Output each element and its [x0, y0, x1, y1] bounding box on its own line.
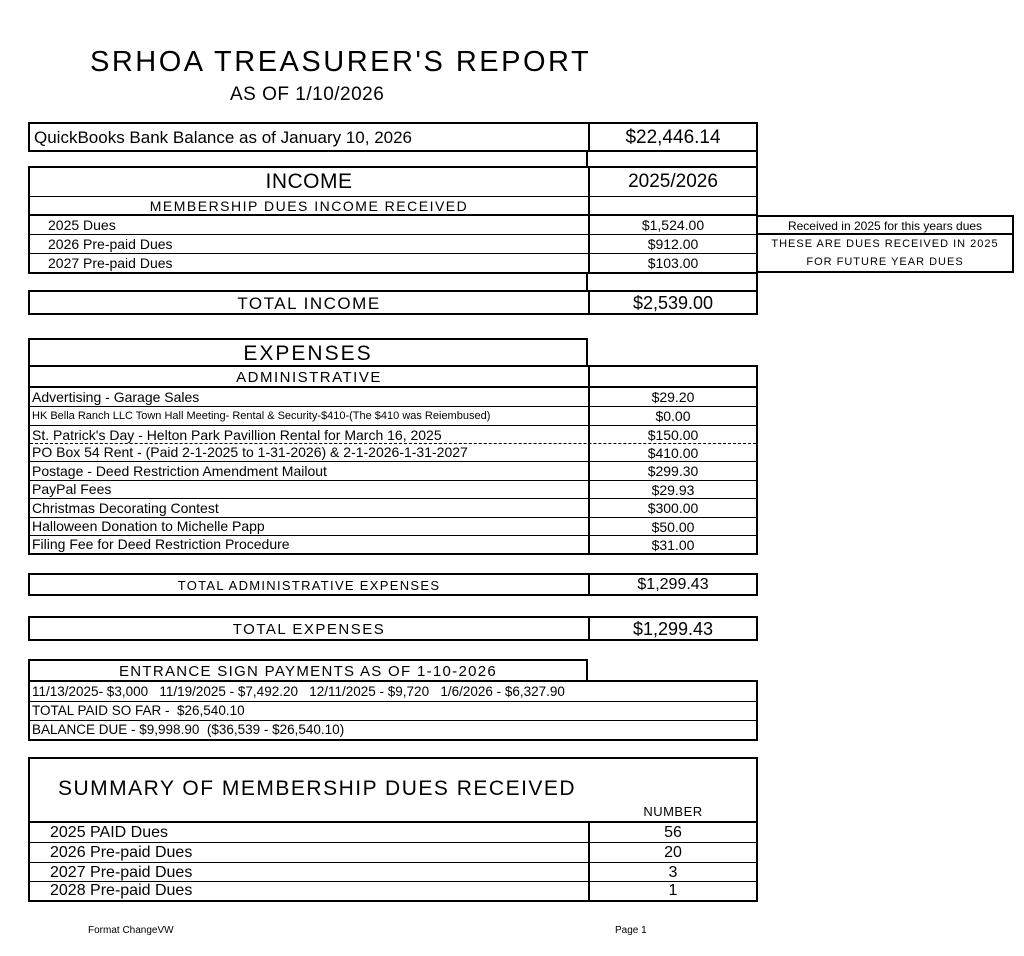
income-spacer [586, 272, 758, 292]
summary-heading: SUMMARY OF MEMBERSHIP DUES RECEIVED [58, 777, 577, 800]
entrance-heading: ENTRANCE SIGN PAYMENTS AS OF 1-10-2026 [118, 663, 498, 680]
entrance-line: BALANCE DUE - $9,998.90 ($36,539 - $26,540.10) [32, 722, 345, 737]
summary-col-label: NUMBER [643, 804, 703, 819]
entrance-line: TOTAL PAID SO FAR - $26,540.10 [30, 702, 756, 721]
summary-row: 2027 Pre-paid Dues 3 [30, 863, 756, 882]
expenses-subheading: ADMINISTRATIVE [236, 369, 382, 386]
expenses-heading: EXPENSES [243, 342, 373, 365]
total-admin-label: TOTAL ADMINISTRATIVE EXPENSES [177, 578, 441, 593]
income-row: 2026 Pre-paid Dues $912.00 [30, 235, 756, 254]
total-expenses-label: TOTAL EXPENSES [232, 621, 386, 638]
income-row: 2027 Pre-paid Dues $103.00 [30, 254, 756, 274]
report-title: SRHOA TREASURER'S REPORT [90, 46, 592, 78]
income-row: 2025 Dues $1,524.00 [30, 216, 756, 235]
footer-left: Format ChangeVW [88, 925, 174, 936]
expense-row: St. Patrick's Day - Helton Park Pavillion Rental for March 16, 2025 $150.00 [30, 426, 756, 444]
total-admin-row [28, 573, 758, 596]
expenses-heading-row [28, 338, 588, 367]
footer-page: Page 1 [615, 925, 647, 936]
income-year: 2025/2026 [628, 171, 718, 192]
summary-row: 2026 Pre-paid Dues 20 [30, 843, 756, 863]
total-income-amount: $2,539.00 [632, 293, 714, 313]
income-heading: INCOME [265, 170, 353, 193]
expense-row: Advertising - Garage Sales $29.20 [30, 388, 756, 407]
bank-balance-label: QuickBooks Bank Balance as of January 10, 2026 [34, 128, 413, 147]
entrance-line: 11/13/2025- $3,000 11/19/2025 - $7,492.20 12/11/2025 - $9,720 1/6/2026 - $6,327.90 [30, 682, 756, 702]
expense-row: Halloween Donation to Michelle Papp $50.00 [30, 518, 756, 536]
expense-row: PO Box 54 Rent - (Paid 2-1-2025 to 1-31-2026) & 2-1-2026-1-31-2027 $410.00 [30, 444, 756, 462]
expense-row: Postage - Deed Restriction Amendment Mailout $299.30 [30, 462, 756, 481]
total-expenses-amount: $1,299.43 [632, 619, 714, 639]
report-date: AS OF 1/10/2026 [230, 84, 385, 105]
income-note-3: FOR FUTURE YEAR DUES [806, 256, 964, 268]
expense-row: Filing Fee for Deed Restriction Procedure $31.00 [32, 536, 695, 553]
entrance-heading-row [28, 659, 588, 682]
summary-table [28, 757, 758, 902]
summary-row: 2028 Pre-paid Dues 1 [50, 882, 678, 899]
expense-row: HK Bella Ranch LLC Town Hall Meeting- Rental & Security-$410-(The $410 was Reiembused) $0.00 [30, 407, 756, 426]
expense-row: PayPal Fees $29.93 [30, 481, 756, 499]
income-table [28, 166, 758, 274]
total-admin-amount: $1,299.43 [637, 576, 709, 593]
total-expenses-row [28, 616, 758, 641]
income-note-box-2 [756, 233, 1014, 273]
total-income-label: TOTAL INCOME [237, 294, 381, 313]
summary-row: 2025 PAID Dues 56 [30, 823, 756, 843]
income-subheading: MEMBERSHIP DUES INCOME RECEIVED [149, 198, 469, 214]
bank-balance-amount: $22,446.14 [625, 127, 721, 148]
expenses-table [28, 365, 758, 555]
expense-row: Christmas Decorating Contest $300.00 [30, 499, 756, 518]
income-note-1: Received in 2025 for this years dues [787, 219, 983, 233]
income-note-2: THESE ARE DUES RECEIVED IN 2025 [771, 238, 999, 250]
income-note-box-1 [756, 215, 1014, 235]
bank-balance-row [28, 122, 758, 152]
total-income-row [28, 290, 758, 315]
entrance-table [28, 680, 758, 741]
